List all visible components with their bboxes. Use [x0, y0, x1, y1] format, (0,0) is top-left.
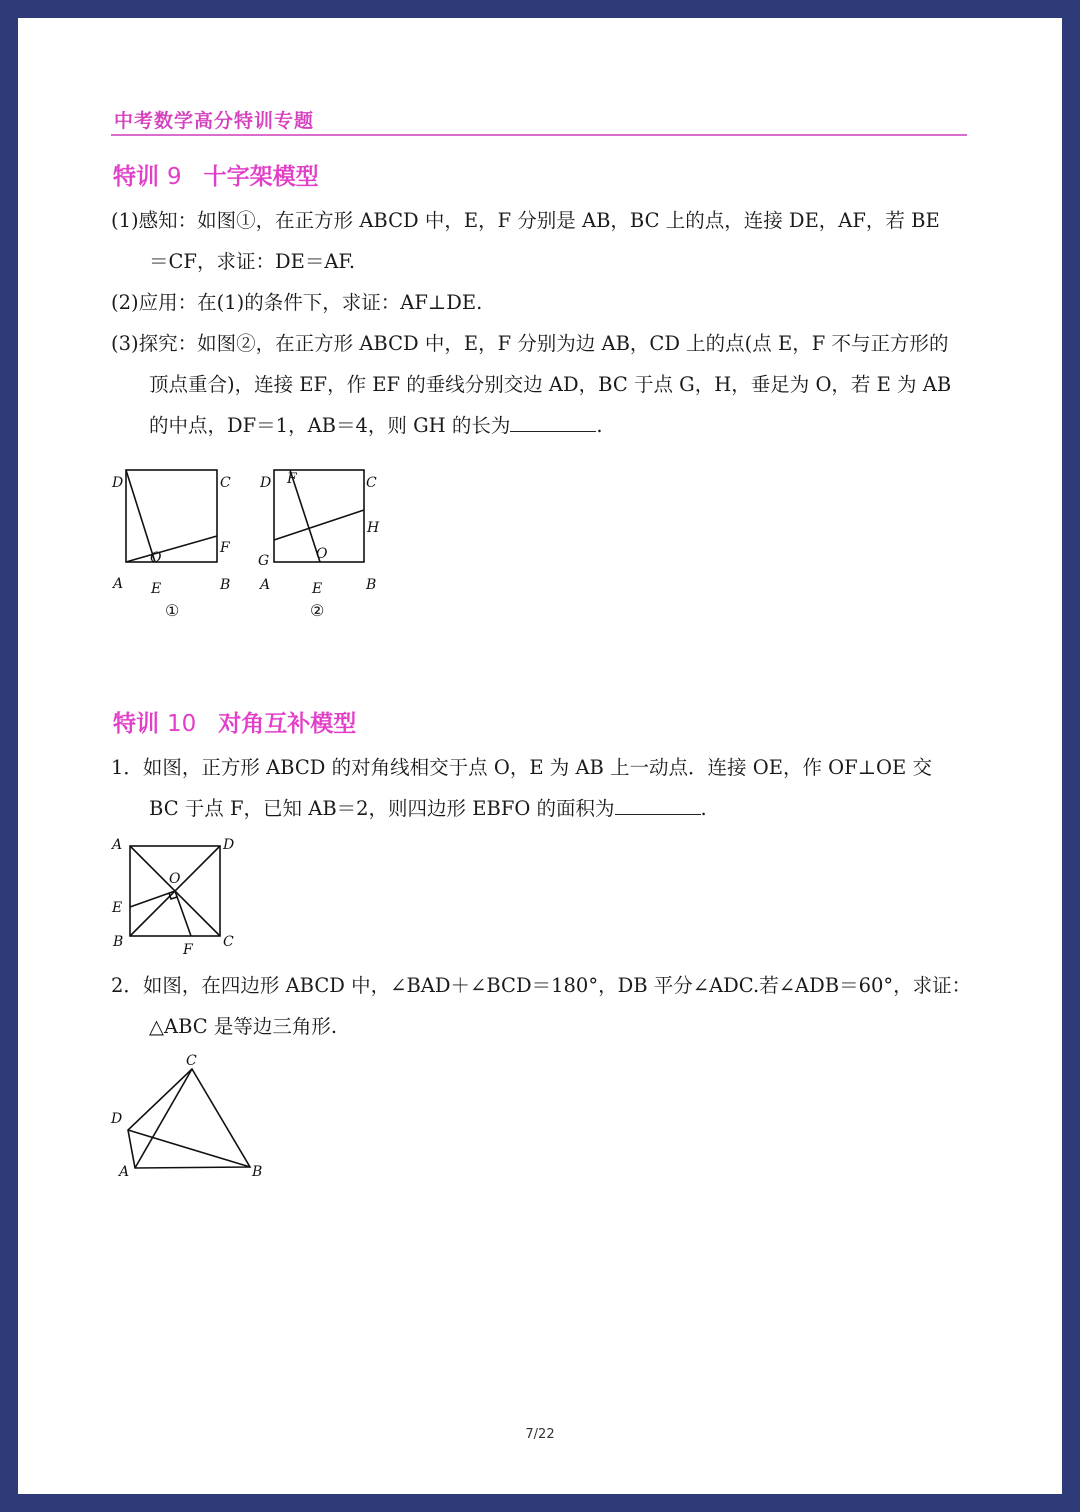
fig2-label-a: A — [260, 577, 271, 593]
s10-p1-line-2-end: . — [700, 797, 707, 820]
s9-line-1: (1)感知：如图①，在正方形 ABCD 中，E，F 分别是 AB，BC 上的点，连接 DE，AF，若 BE — [111, 209, 940, 232]
section-10-label: 特训 — [113, 711, 159, 737]
s9-line-4: (3)探究：如图②，在正方形 ABCD 中，E，F 分别为边 AB，CD 上的点(点 E，F 不与正方形的 — [111, 332, 949, 355]
section-10-heading: 对角互补模型 — [218, 711, 357, 737]
fig1-label-e: E — [151, 581, 162, 597]
fig4-diagonal-ac — [135, 1069, 192, 1168]
fig4-label-a: A — [119, 1164, 130, 1180]
section-9-title — [113, 158, 319, 191]
fig3-label-a: A — [112, 837, 123, 853]
s9-line-3: (2)应用：在(1)的条件下，求证：AF⊥DE. — [111, 291, 483, 314]
figure-4 — [103, 1048, 303, 1178]
fig4-label-b: B — [252, 1164, 263, 1180]
fig1-label-c: C — [220, 475, 231, 491]
fig1-label-b: B — [220, 577, 231, 593]
fig2-segment-gh — [274, 510, 364, 540]
fig4-quadrilateral — [128, 1069, 250, 1168]
fig2-label-o: O — [316, 546, 328, 562]
s9-line-6-end: . — [596, 414, 603, 437]
section-10-title — [113, 705, 356, 738]
fig3-label-d: D — [223, 837, 235, 853]
fig4-label-d: D — [111, 1111, 123, 1127]
section-10-number: 10 — [167, 711, 197, 737]
fig3-label-b: B — [113, 934, 124, 950]
page-number: 7/22 — [525, 1427, 555, 1442]
fig3-segment-of — [175, 891, 191, 936]
page — [18, 18, 1062, 1494]
s9-line-5: 顶点重合)，连接 EF，作 EF 的垂线分别交边 AD，BC 于点 G，H，垂足为 O，若 E 为 AB — [149, 373, 952, 396]
answer-blank-area[interactable] — [615, 796, 701, 815]
s10-p1-line-2 — [149, 796, 707, 822]
figure-3 — [103, 830, 253, 970]
s9-line-2: ＝CF，求证：DE＝AF. — [149, 250, 356, 273]
fig1-label-o: O — [150, 550, 162, 566]
section-9-heading: 十字架模型 — [203, 164, 319, 190]
fig2-caption: ② — [310, 601, 325, 620]
section-9-label: 特训 — [113, 164, 159, 190]
fig1-segment-de — [126, 470, 155, 562]
s10-p1-line-2-text: BC 于点 F，已知 AB＝2，则四边形 EBFO 的面积为 — [149, 797, 615, 820]
s9-line-6 — [149, 413, 603, 439]
figure-1 — [103, 448, 243, 620]
fig1-segment-af — [126, 536, 217, 562]
section-9-number: 9 — [167, 164, 182, 190]
fig2-label-c: C — [366, 475, 377, 491]
fig2-label-f: F — [287, 471, 297, 487]
fig1-label-f: F — [220, 540, 230, 556]
page-header-title: 中考数学高分特训专题 — [114, 110, 315, 132]
fig2-label-d: D — [260, 475, 272, 491]
header-divider — [111, 134, 967, 136]
s10-p1-line-1: 1．如图，正方形 ABCD 的对角线相交于点 O，E 为 AB 上一动点．连接 OE，作 OF⊥OE 交 — [111, 756, 932, 779]
fig3-label-o: O — [169, 871, 181, 887]
fig3-label-f: F — [183, 942, 193, 958]
s9-line-6-text: 的中点，DF＝1，AB＝4，则 GH 的长为 — [149, 414, 511, 437]
s10-p2-line-1: 2．如图，在四边形 ABCD 中，∠BAD＋∠BCD＝180°，DB 平分∠ADC.若∠ADB＝60°，求证： — [111, 974, 972, 997]
fig3-label-e: E — [112, 900, 123, 916]
fig1-label-a: A — [113, 576, 124, 592]
fig2-label-g: G — [258, 553, 270, 569]
fig2-label-b: B — [366, 577, 377, 593]
figure-2 — [250, 448, 400, 620]
fig1-caption: ① — [165, 601, 180, 620]
fig2-label-e: E — [312, 581, 323, 597]
fig1-label-d: D — [112, 475, 124, 491]
answer-blank-gh[interactable] — [510, 413, 596, 432]
fig3-segment-oe — [130, 891, 175, 907]
s10-p2-line-2: △ABC 是等边三角形. — [149, 1015, 338, 1038]
fig4-label-c: C — [186, 1053, 197, 1069]
fig3-label-c: C — [223, 934, 234, 950]
fig2-label-h: H — [367, 520, 380, 536]
